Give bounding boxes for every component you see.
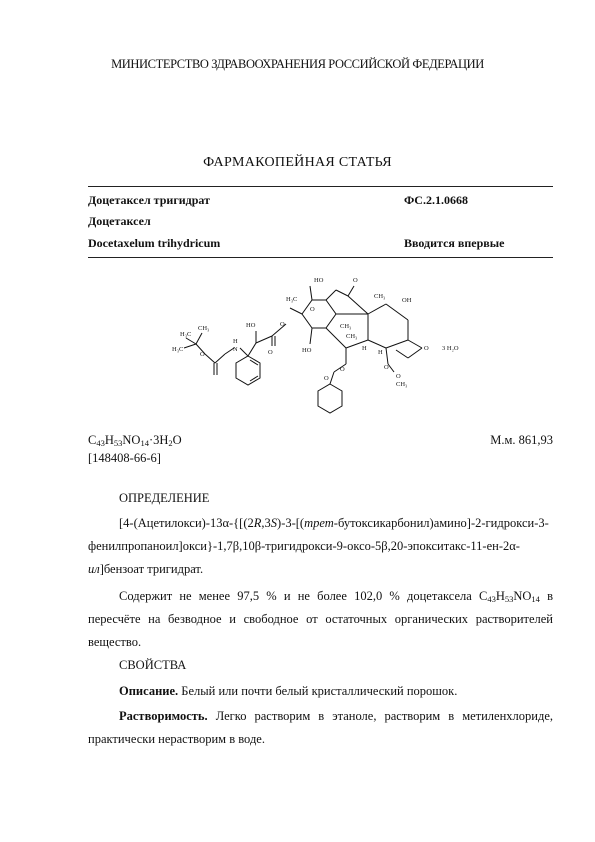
- label-ho-left: HO: [246, 322, 256, 329]
- definition-content: Содержит не менее 97,5 % и не более 102,0 % доцетаксела $C_{43}H_{53}NO_{14}$ в пересчёте на безводное и свободное от остаточных органических растворителей вещество.: [88, 589, 553, 649]
- label-o-b: O: [200, 351, 205, 358]
- definition-chemical-name: [4-(Ацетилокси)-13α-{[(2R,3S)-3-[(трет-бутоксикарбонил)амино]-2-гидрокси-3-фенилпропаноил]окси}-1,7β,10β-тригидрокси-9-оксо-5β,20-эпокситакс-11-ен-2α-ил]бензоат тригидрат.: [88, 516, 549, 576]
- label-h: H: [233, 338, 238, 345]
- label-o-e: O: [324, 375, 329, 382]
- label-h-right: H: [378, 349, 383, 356]
- ministry-name: МИНИСТЕРСТВО ЗДРАВООХРАНЕНИЯ РОССИЙСКОЙ ФЕДЕРАЦИИ: [111, 57, 484, 71]
- monograph-name-latin: Docetaxelum trihydricum: [88, 236, 221, 250]
- structural-formula: [150, 268, 530, 418]
- article-title: ФАРМАКОПЕЙНАЯ СТАТЬЯ: [203, 155, 392, 170]
- label-ch3-1: CH₃: [198, 325, 210, 332]
- monograph-name-short: Доцетаксел: [88, 214, 151, 228]
- label-o-g: O: [396, 373, 401, 380]
- solubility-paragraph: Растворимость. Легко растворим в этаноле, растворим в метиленхлориде, практически нерастворим в воде.: [88, 709, 553, 746]
- cas-number: [148408-66-6]: [88, 451, 161, 465]
- label-ch3-c: CH₃: [346, 333, 358, 340]
- label-o-c: O: [268, 349, 273, 356]
- label-o-f: O: [384, 364, 389, 371]
- label-h3c-2: H₃C: [172, 346, 184, 353]
- monograph-name-ru: Доцетаксел тригидрат: [88, 193, 211, 207]
- molecular-formula: $C_{43}H_{53}NO_{14}\cdot 3H_2O$: [88, 433, 182, 448]
- label-ch3-b: CH₃: [340, 323, 352, 330]
- monograph-code: ФС.2.1.0668: [404, 193, 468, 207]
- label-oh-right: OH: [402, 297, 412, 304]
- label-ho-top: HO: [314, 277, 324, 284]
- label-o-d: O: [340, 366, 345, 373]
- label-h-bottom: H: [362, 345, 367, 352]
- label-o-top: O: [353, 277, 358, 284]
- label-o-a: O: [280, 321, 285, 328]
- properties-heading: СВОЙСТВА: [119, 658, 187, 672]
- label-ch3-a: CH₃: [374, 293, 386, 300]
- label-n: N: [233, 346, 238, 353]
- definition-heading: ОПРЕДЕЛЕНИЕ: [119, 491, 210, 505]
- molar-mass: М.м. 861,93: [490, 433, 553, 447]
- header-top-rule: [88, 186, 553, 187]
- label-water: 3 H₂O: [442, 345, 459, 352]
- label-ho-bottom: HO: [302, 347, 312, 354]
- monograph-status: Вводится впервые: [404, 236, 505, 250]
- header-bottom-rule: [88, 257, 553, 258]
- label-ch3-d: CH₃: [396, 381, 408, 388]
- label-h3c-top: H₃C: [286, 296, 298, 303]
- label-o-h: O: [310, 306, 315, 313]
- description-paragraph: Описание. Белый или почти белый кристаллический порошок.: [119, 684, 458, 698]
- label-o-ring: O: [424, 345, 429, 352]
- label-h3c-1: H₃C: [180, 331, 192, 338]
